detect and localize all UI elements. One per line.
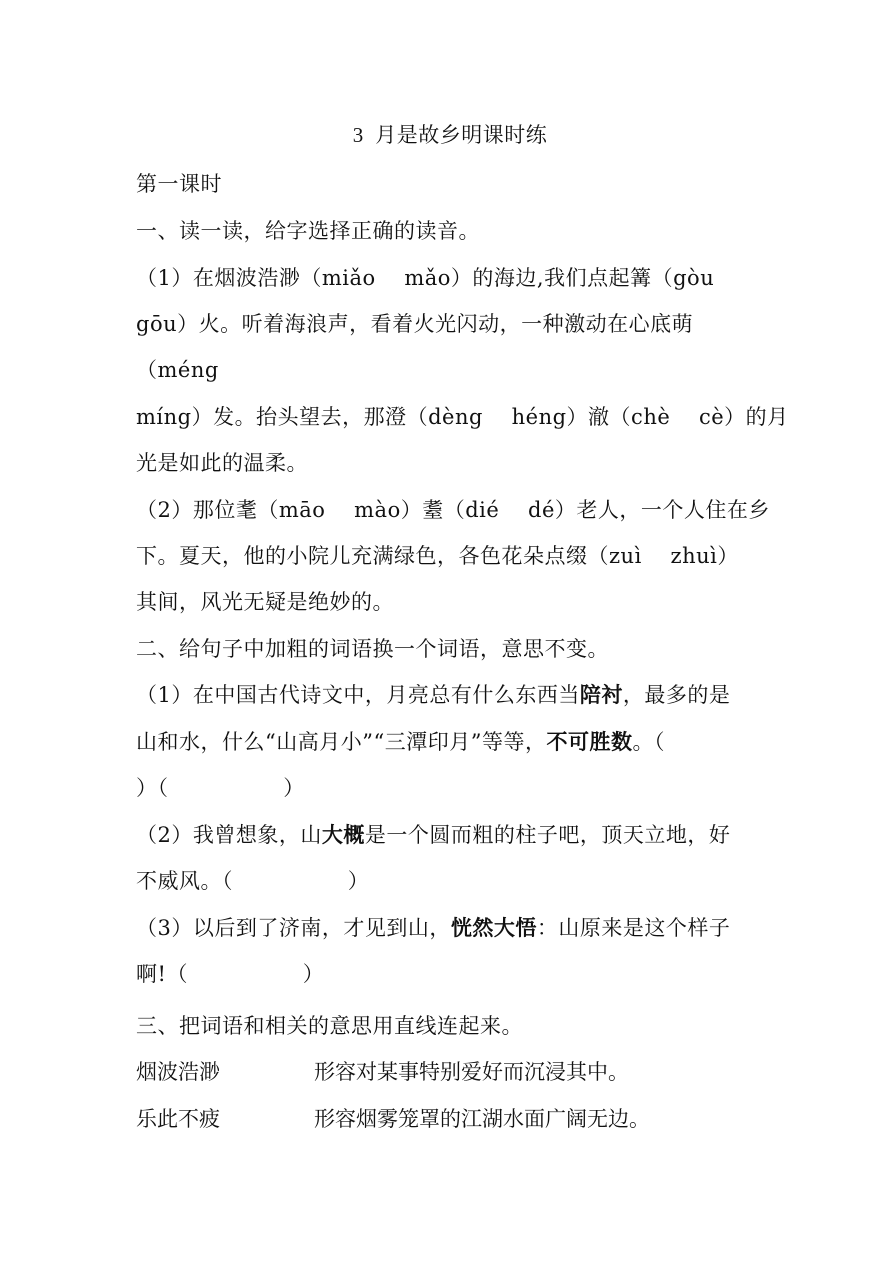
- question-text: 是一个圆而粗的柱子吧，顶天立地，好: [364, 823, 731, 847]
- bold-term: 陪衬: [579, 682, 623, 707]
- section1-line: 光是如此的温柔。: [136, 451, 308, 475]
- bold-term: 大概: [321, 822, 365, 847]
- bold-term: 恍然大悟: [450, 915, 537, 940]
- section1-line: míng）发。抬头望去，那澄（dèng héng）澈（chè cè）的月: [136, 405, 789, 429]
- section1-line: （1）在烟波浩渺（miǎo mǎo）的海边,我们点起篝（gòu: [136, 266, 715, 290]
- question-text: 山和水，什么“山高月小”“三潭印月”等等，: [136, 730, 547, 754]
- match-term[interactable]: 乐此不疲: [136, 1107, 220, 1131]
- answer-blanks[interactable]: ）（ ）: [136, 776, 305, 800]
- answer-blank-line[interactable]: 啊!（ ）: [136, 962, 325, 986]
- answer-blank-line[interactable]: 不威风。（ ）: [136, 869, 370, 893]
- question-text: ：山原来是这个样子: [536, 916, 731, 940]
- section3-heading: 三、把词语和相关的意思用直线连起来。: [136, 1014, 523, 1038]
- bold-term: 不可胜数: [546, 729, 633, 754]
- question-2-2-line1: [136, 821, 730, 849]
- question-text: （2）我曾想象，山: [136, 823, 322, 847]
- question-2-3-line1: [136, 914, 730, 942]
- question-text: （3）以后到了济南，才见到山，: [136, 916, 451, 940]
- question-2-1-line1: [136, 681, 730, 709]
- match-definition[interactable]: 形容烟雾笼罩的江湖水面广阔无边。: [314, 1107, 650, 1131]
- section1-heading: 一、读一读，给字选择正确的读音。: [136, 219, 480, 243]
- question-2-1-line2: [136, 728, 665, 756]
- question-text: 。（: [632, 730, 665, 754]
- question-text: （1）在中国古代诗文中，月亮总有什么东西当: [136, 683, 580, 707]
- section2-heading: 二、给句子中加粗的词语换一个词语，意思不变。: [136, 637, 609, 661]
- match-term[interactable]: 烟波浩渺: [136, 1060, 220, 1084]
- question-text: ，最多的是: [622, 683, 731, 707]
- page-title: 3 月是故乡明课时练: [352, 123, 548, 147]
- section1-line: 下。夏天，他的小院儿充满绿色，各色花朵点缀（zuì zhuì）: [136, 544, 739, 568]
- section1-line: （méng: [136, 358, 219, 382]
- lesson-label: 第一课时: [136, 172, 222, 196]
- section1-line: gōu）火。听着海浪声，看着火光闪动，一种激动在心底萌: [136, 312, 694, 336]
- section1-line: 其间，风光无疑是绝妙的。: [136, 590, 394, 614]
- section1-line: （2）那位耄（māo mào）耋（dié dé）老人，一个人住在乡: [136, 498, 770, 522]
- match-definition[interactable]: 形容对某事特别爱好而沉浸其中。: [314, 1060, 629, 1084]
